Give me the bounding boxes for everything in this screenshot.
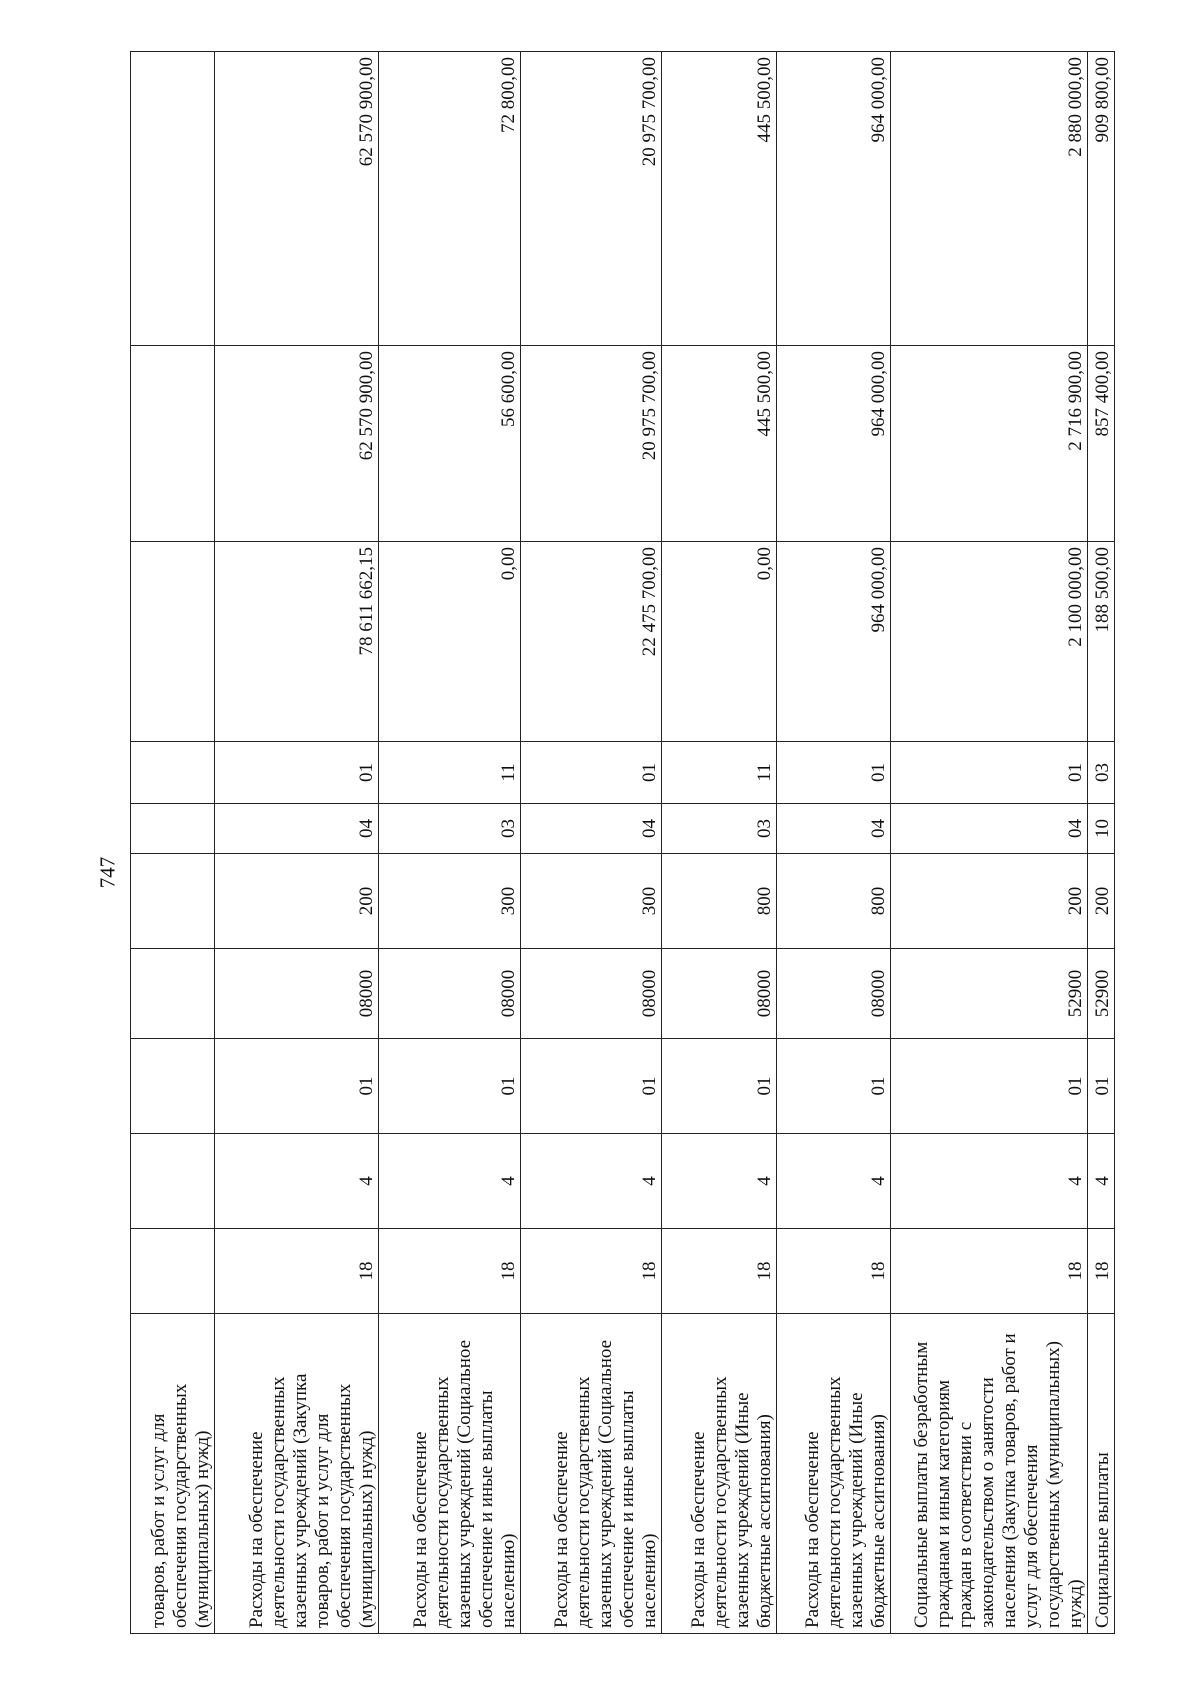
code-col-4: 08000 <box>662 949 776 1039</box>
code-col-5: 200 <box>215 854 379 949</box>
code-col-6: 10 <box>1088 804 1115 854</box>
code-col-5: 200 <box>890 854 1087 949</box>
code-col-2: 4 <box>890 1134 1087 1229</box>
amount-col-2: 20 975 700,00 <box>521 346 662 542</box>
code-col-4: 52900 <box>1088 949 1115 1039</box>
amount-col-3: 909 800,00 <box>1088 52 1115 346</box>
code-col-7: 01 <box>890 742 1087 804</box>
amount-col-1: 188 500,00 <box>1088 542 1115 742</box>
row-description: Расходы на обеспечение деятельности государственных казенных учреждений (Иные бюджетные ассигнования) <box>662 1314 776 1634</box>
amount-col-2: 2 716 900,00 <box>890 346 1087 542</box>
page-number: 747 <box>95 856 120 889</box>
table-row <box>215 52 379 1634</box>
amount-col-3: 72 800,00 <box>379 52 521 346</box>
row-description: Расходы на обеспечение деятельности государственных казенных учреждений (Иные бюджетные ассигнования) <box>776 1314 890 1634</box>
code-col-4 <box>131 949 215 1039</box>
code-col-6: 04 <box>521 804 662 854</box>
code-col-7: 01 <box>215 742 379 804</box>
budget-table-rotated <box>130 52 1115 1634</box>
code-col-1: 18 <box>215 1229 379 1314</box>
code-col-2: 4 <box>215 1134 379 1229</box>
code-col-3: 01 <box>890 1039 1087 1134</box>
code-col-5 <box>131 854 215 949</box>
code-col-7: 03 <box>1088 742 1115 804</box>
code-col-1: 18 <box>890 1229 1087 1314</box>
code-col-1: 18 <box>379 1229 521 1314</box>
amount-col-3 <box>131 52 215 346</box>
amount-col-1: 0,00 <box>379 542 521 742</box>
table-row <box>379 52 521 1634</box>
amount-col-3: 62 570 900,00 <box>215 52 379 346</box>
code-col-6: 04 <box>890 804 1087 854</box>
table-row <box>776 52 890 1634</box>
code-col-1: 18 <box>1088 1229 1115 1314</box>
code-col-6: 03 <box>379 804 521 854</box>
code-col-6: 04 <box>215 804 379 854</box>
row-description: Расходы на обеспечение деятельности государственных казенных учреждений (Социальное обеспечение и иные выплаты населению) <box>521 1314 662 1634</box>
amount-col-1: 78 611 662,15 <box>215 542 379 742</box>
code-col-2 <box>131 1134 215 1229</box>
code-col-3: 01 <box>1088 1039 1115 1134</box>
amount-col-2: 62 570 900,00 <box>215 346 379 542</box>
code-col-3: 01 <box>521 1039 662 1134</box>
table-body <box>131 52 1115 1634</box>
amount-col-1: 0,00 <box>662 542 776 742</box>
code-col-1: 18 <box>521 1229 662 1314</box>
amount-col-3: 445 500,00 <box>662 52 776 346</box>
code-col-7: 11 <box>662 742 776 804</box>
amount-col-1 <box>131 542 215 742</box>
amount-col-1: 2 100 000,00 <box>890 542 1087 742</box>
amount-col-3: 2 880 000,00 <box>890 52 1087 346</box>
code-col-5: 300 <box>379 854 521 949</box>
code-col-6 <box>131 804 215 854</box>
code-col-3: 01 <box>379 1039 521 1134</box>
code-col-2: 4 <box>379 1134 521 1229</box>
row-description: товаров, работ и услуг для обеспечения государственных (муниципальных) нужд) <box>131 1314 215 1634</box>
code-col-3: 01 <box>215 1039 379 1134</box>
table-row <box>131 52 215 1634</box>
row-description: Социальные выплаты <box>1088 1314 1115 1634</box>
code-col-4: 08000 <box>215 949 379 1039</box>
code-col-7: 01 <box>521 742 662 804</box>
row-description: Расходы на обеспечение деятельности государственных казенных учреждений (Закупка товаров, работ и услуг для обеспечения государственных (муниципальных) нужд) <box>215 1314 379 1634</box>
table-row <box>1088 52 1115 1634</box>
amount-col-1: 22 475 700,00 <box>521 542 662 742</box>
code-col-2: 4 <box>662 1134 776 1229</box>
amount-col-3: 964 000,00 <box>776 52 890 346</box>
amount-col-2: 445 500,00 <box>662 346 776 542</box>
amount-col-2: 56 600,00 <box>379 346 521 542</box>
code-col-2: 4 <box>521 1134 662 1229</box>
code-col-3 <box>131 1039 215 1134</box>
code-col-1: 18 <box>662 1229 776 1314</box>
row-description: Социальные выплаты безработным гражданам и иным категориям граждан в соответствии с законодательством о занятости населения (Закупка товаров, работ и услуг для обеспечения государственных (муниципальных) нужд) <box>890 1314 1087 1634</box>
amount-col-1: 964 000,00 <box>776 542 890 742</box>
code-col-7: 11 <box>379 742 521 804</box>
amount-col-2: 964 000,00 <box>776 346 890 542</box>
code-col-1: 18 <box>776 1229 890 1314</box>
amount-col-3: 20 975 700,00 <box>521 52 662 346</box>
code-col-1 <box>131 1229 215 1314</box>
code-col-5: 800 <box>776 854 890 949</box>
amount-col-2: 857 400,00 <box>1088 346 1115 542</box>
code-col-6: 03 <box>662 804 776 854</box>
code-col-2: 4 <box>776 1134 890 1229</box>
code-col-4: 08000 <box>776 949 890 1039</box>
code-col-4: 08000 <box>521 949 662 1039</box>
code-col-5: 200 <box>1088 854 1115 949</box>
code-col-3: 01 <box>662 1039 776 1134</box>
amount-col-2 <box>131 346 215 542</box>
code-col-4: 52900 <box>890 949 1087 1039</box>
table-row <box>662 52 776 1634</box>
code-col-6: 04 <box>776 804 890 854</box>
code-col-7: 01 <box>776 742 890 804</box>
table-row <box>890 52 1087 1634</box>
code-col-2: 4 <box>1088 1134 1115 1229</box>
code-col-5: 800 <box>662 854 776 949</box>
row-description: Расходы на обеспечение деятельности государственных казенных учреждений (Социальное обеспечение и иные выплаты населению) <box>379 1314 521 1634</box>
code-col-3: 01 <box>776 1039 890 1134</box>
code-col-7 <box>131 742 215 804</box>
code-col-5: 300 <box>521 854 662 949</box>
table-row <box>521 52 662 1634</box>
budget-table <box>130 51 1115 1634</box>
code-col-4: 08000 <box>379 949 521 1039</box>
